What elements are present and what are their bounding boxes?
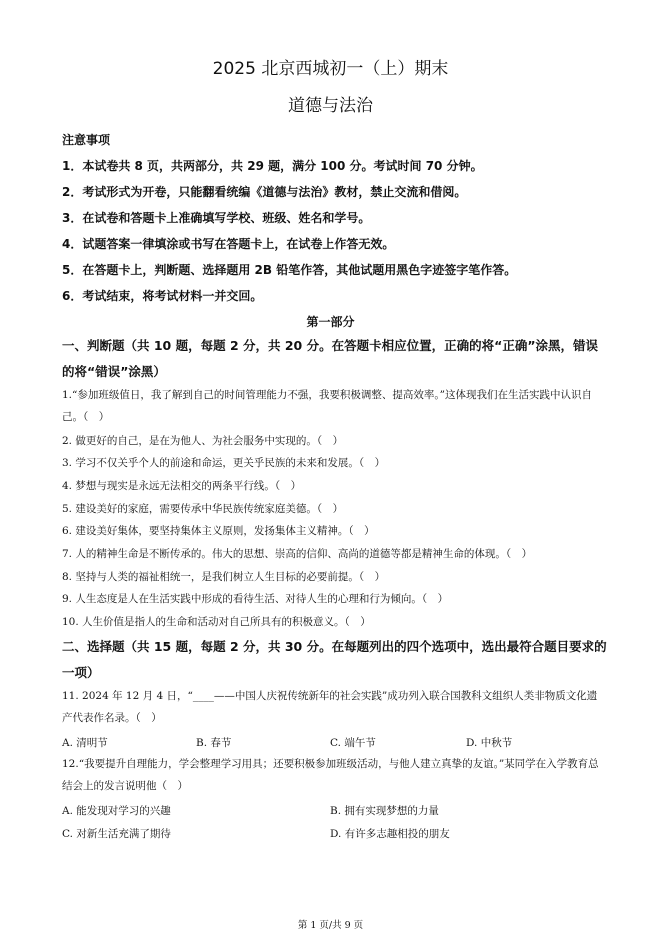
judge-question: 4. 梦想与现实是永远无法相交的两条平行线。（ ）	[62, 480, 302, 492]
page-footer: 第 1 页/共 9 页	[297, 920, 364, 931]
notes-heading: 注意事项	[62, 133, 111, 147]
choice-option: B. 拥有实现梦想的力量	[330, 805, 439, 817]
note-item: 1．本试卷共 8 页，共两部分，共 29 题，满分 100 分。考试时间 70 分钟。	[62, 159, 483, 173]
judge-question: 10. 人生价值是指人的生命和活动对自己所具有的积极意义。（ ）	[62, 616, 371, 628]
choice-option: A. 能发现对学习的兴趣	[62, 805, 171, 817]
note-item: 4．试题答案一律填涂或书写在答题卡上，在试卷上作答无效。	[62, 237, 395, 251]
choice-option: D. 中秋节	[466, 737, 513, 749]
note-item: 6．考试结束，将考试材料一并交回。	[62, 289, 263, 303]
judge-question: 5. 建设美好的家庭，需要传承中华民族传统家庭美德。（ ）	[62, 503, 344, 515]
judge-section-heading: 一、判断题（共 10 题，每题 2 分，共 20 分。在答题卡相应位置，正确的将“正确”涂黑，错误的将“错误”涂黑）	[62, 338, 599, 379]
judge-question: 8. 坚持与人类的福祉相统一，是我们树立人生目标的必要前提。（ ）	[62, 571, 386, 583]
note-item: 5．在答题卡上，判断题、选择题用 2B 铅笔作答，其他试题用黑色字迹签字笔作答。	[62, 263, 517, 277]
choice-option: B. 春节	[196, 737, 232, 749]
note-item: 2．考试形式为开卷，只能翻看统编《道德与法治》教材，禁止交流和借阅。	[62, 185, 467, 199]
judge-question: 3. 学习不仅关乎个人的前途和命运，更关乎民族的未来和发展。（ ）	[62, 457, 386, 469]
exam-title: 2025 北京西城初一（上）期末	[212, 59, 449, 79]
choice-option: C. 对新生活充满了期待	[62, 828, 171, 840]
judge-question: 9. 人生态度是人在生活实践中形成的看待生活、对待人生的心理和行为倾向。（ ）	[62, 593, 449, 605]
note-item: 3．在试卷和答题卡上准确填写学校、班级、姓名和学号。	[62, 211, 371, 225]
choice-question-stem: 12.“我要提升自理能力，学会整理学习用具；还要积极参加班级活动，与他人建立真挚的友谊。”某同学在入学教育总结会上的发言说明他（ ）	[62, 758, 599, 792]
judge-question: 1.“参加班级值日，我了解到自己的时间管理能力不强，我要积极调整、提高效率。”这体现我们在生活实践中认识自己。（ ）	[62, 389, 593, 423]
choice-option: A. 清明节	[62, 737, 108, 749]
choice-section-heading: 二、选择题（共 15 题，每题 2 分，共 30 分。在每题列出的四个选项中，选出最符合题目要求的一项）	[62, 639, 607, 680]
choice-option: D. 有许多志趣相投的朋友	[330, 828, 450, 840]
judge-question: 7. 人的精神生命是不断传承的。伟大的思想、崇高的信仰、高尚的道德等都是精神生命的体现。（ ）	[62, 548, 533, 560]
choice-question-stem: 11. 2024 年 12 月 4 日，“____——中国人庆祝传统新年的社会实践”成功列入联合国教科文组织人类非物质文化遗产代表作名录。（ ）	[62, 690, 598, 724]
part-one-heading: 第一部分	[306, 315, 355, 329]
judge-question: 2. 做更好的自己，是在为他人、为社会服务中实现的。（ ）	[62, 435, 344, 447]
choice-option: C. 端午节	[330, 737, 376, 749]
judge-question: 6. 建设美好集体，要坚持集体主义原则，发扬集体主义精神。（ ）	[62, 525, 375, 537]
exam-subject: 道德与法治	[288, 96, 373, 116]
